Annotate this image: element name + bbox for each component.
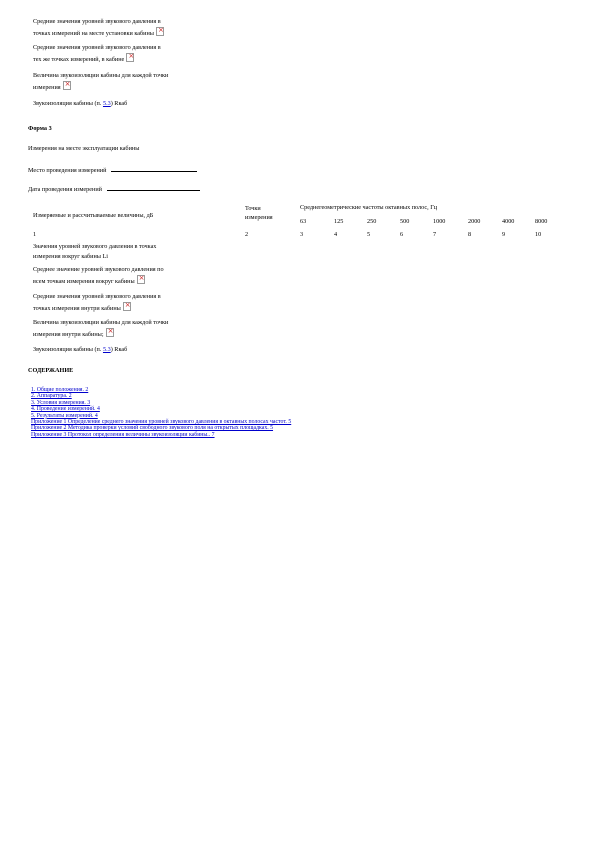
top-row-1-line1: Средние значения уровней звукового давления в	[33, 18, 161, 25]
top-row-2-line1: Средние значения уровней звукового давления в	[33, 44, 161, 51]
col-num-3: 3	[300, 231, 304, 238]
table-row-4-line1: Величина звукоизоляции кабины для каждой точки	[33, 319, 169, 326]
freq-125: 125	[334, 218, 344, 225]
top-row-1-line2: точках измерений на месте установки кабины×	[33, 27, 164, 39]
table-row-4	[33, 318, 168, 339]
table-row-4-line2: измерения внутри кабины;×	[33, 328, 168, 340]
table-row-1-line1: Значения уровней звукового давления в точках	[33, 243, 157, 250]
freq-4000: 4000	[502, 218, 515, 225]
col-num-2: 2	[245, 231, 249, 238]
broken-image-icon	[126, 53, 134, 62]
col-num-4: 4	[334, 231, 338, 238]
table-col2-header: Точки измерения	[245, 205, 273, 221]
toc-link-2[interactable]: 2. Аппаратура. 2	[31, 393, 72, 400]
place-field[interactable]	[111, 165, 197, 172]
table-row-2-line1: Среднее значение уровней звукового давления по	[33, 266, 164, 273]
date-field[interactable]	[107, 184, 200, 191]
table-row-2-line2: всем точкам измерения вокруг кабины×	[33, 275, 164, 287]
table-row-3-line2: точках измерения внутри кабины×	[33, 302, 161, 314]
col-num-10: 10	[535, 231, 542, 238]
form-heading: Измерения на месте эксплуатации кабины	[28, 145, 140, 152]
table-row-1	[33, 242, 156, 261]
col-num-5: 5	[367, 231, 371, 238]
freq-500: 500	[400, 218, 410, 225]
top-row-3-line1: Величина звукоизоляции кабины для каждой точки	[33, 72, 169, 79]
top-row-3	[33, 71, 168, 92]
broken-image-icon	[63, 81, 71, 90]
section-link[interactable]: 5.3	[102, 346, 111, 353]
broken-image-icon	[137, 275, 145, 284]
table-row-5: Звукоизоляция кабины (п. 5.3) Rкаб	[33, 346, 128, 353]
broken-image-icon	[156, 27, 164, 36]
form-title: Форма 3	[28, 125, 52, 132]
freq-8000: 8000	[535, 218, 548, 225]
top-row-2	[33, 43, 161, 64]
place-label: Место проведения измерений	[28, 167, 107, 174]
table-row-2	[33, 265, 164, 286]
broken-image-icon	[123, 302, 131, 311]
freq-1000: 1000	[433, 218, 446, 225]
date-line	[28, 184, 200, 193]
toc-link-5[interactable]: 5. Результаты измерений. 4	[31, 412, 98, 419]
toc-link-3[interactable]: 3. Условия измерения. 3	[31, 399, 91, 406]
toc-list	[31, 387, 291, 438]
place-line	[28, 165, 197, 174]
col-num-9: 9	[502, 231, 506, 238]
broken-image-icon	[106, 328, 114, 337]
date-label: Дата проведения измерений	[28, 186, 102, 193]
top-row-2-line2: тех же точках измерений, в кабине×	[33, 53, 161, 65]
toc-link-1[interactable]: 1. Общие положения. 2	[31, 387, 89, 393]
top-row-4: Звукоизоляция кабины (п. 5.3) Rкаб	[33, 100, 128, 107]
table-row-3-line1: Средние значения уровней звукового давления в	[33, 293, 161, 300]
freq-63: 63	[300, 218, 307, 225]
table-col1-header: Измеряемые и рассчитываемые величины, дБ	[33, 212, 154, 219]
toc-title: СОДЕРЖАНИЕ	[28, 367, 74, 374]
table-freq-header: Среднегеометрические частоты октавных полос, Гц	[300, 204, 438, 211]
col-num-6: 6	[400, 231, 404, 238]
col-num-7: 7	[433, 231, 437, 238]
freq-2000: 2000	[468, 218, 481, 225]
toc-link-appendix-2[interactable]: Приложение 2 Методика проверки условий свободного звукового поля на открытых площадках. 5	[31, 425, 274, 432]
toc-link-4[interactable]: 4. Проведение измерений. 4	[31, 406, 100, 413]
freq-250: 250	[367, 218, 377, 225]
toc-link-appendix-1[interactable]: Приложение 1 Определение среднего значения уровней звукового давления в октавных полосах частот. 5	[31, 419, 292, 426]
top-row-1	[33, 17, 164, 38]
toc-link-appendix-3[interactable]: Приложение 3 Протокол определения величины звукоизоляции кабины.. 7	[31, 431, 215, 438]
table-row-3	[33, 292, 161, 313]
top-row-3-line2: измерения×	[33, 81, 168, 93]
table-row-1-line2: измерения вокруг кабины Li	[33, 252, 108, 260]
col-num-8: 8	[468, 231, 472, 238]
section-link[interactable]: 5.3	[102, 100, 111, 107]
col-num-1: 1	[33, 231, 37, 238]
